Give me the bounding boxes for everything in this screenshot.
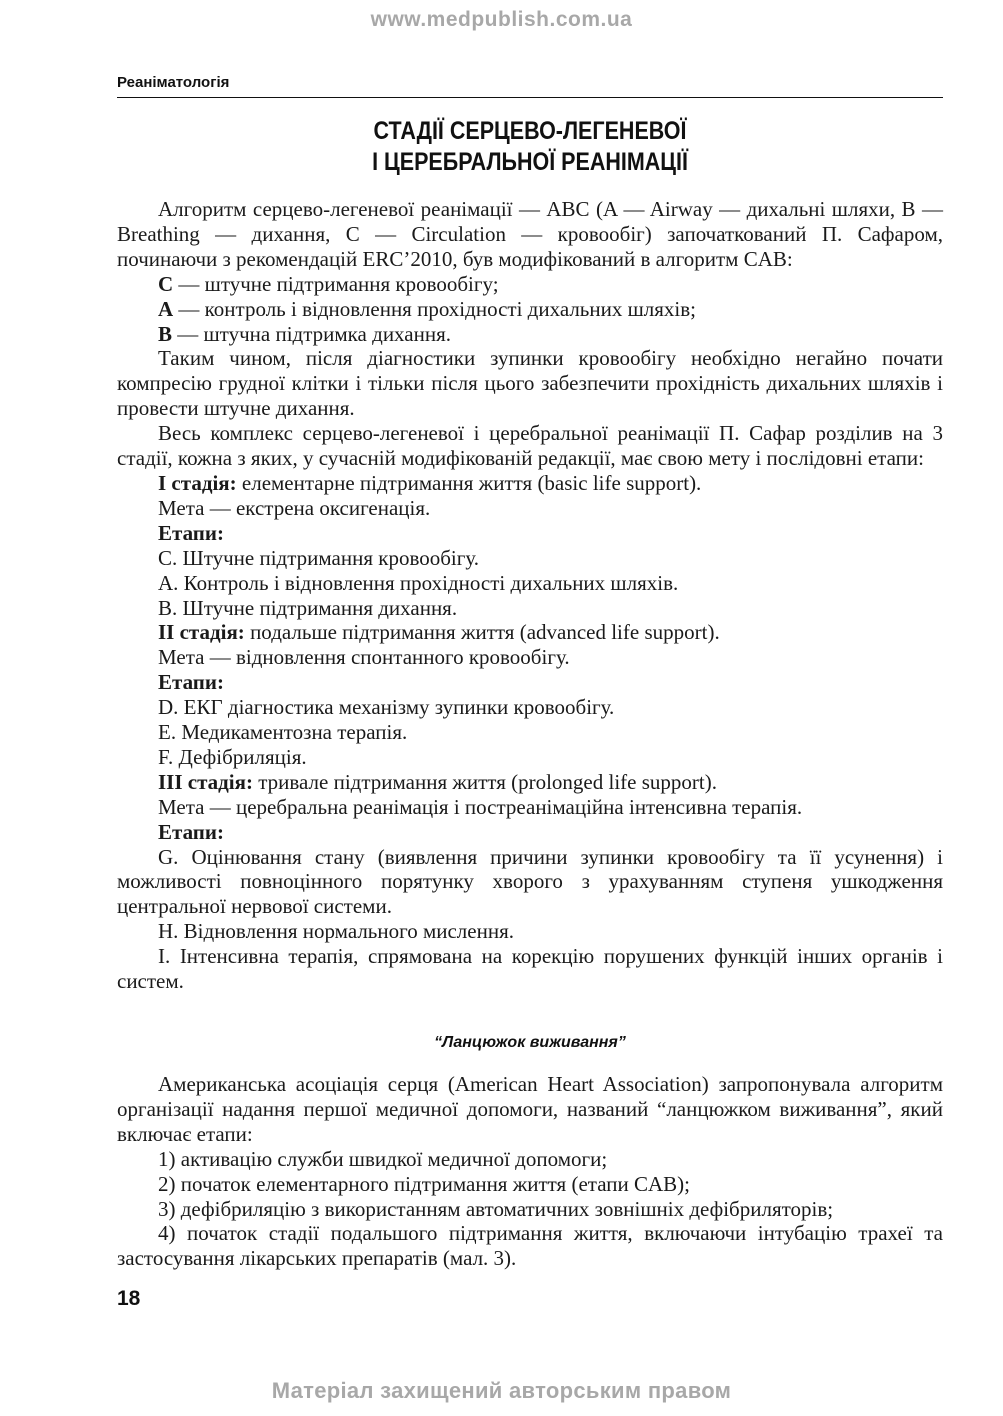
stage-2-heading (117, 620, 943, 645)
stage-2-steps-label: Етапи: (158, 670, 224, 695)
stage-text: подальше підтримання життя (advanced life support). (244, 620, 720, 645)
stage-2-step: Е. Медикаментозна терапія. (158, 720, 408, 745)
chapter-title-line-1: СТАДІЇ СЕРЦЕВО-ЛЕГЕНЕВОЇ (373, 117, 687, 145)
stage-3-goal: Мета — церебральна реанімація і постреанімаційна інтенсивна терапія. (158, 794, 803, 819)
chapter-title (175, 116, 885, 178)
stage-2-step: F. Дефібриляція. (158, 744, 307, 769)
stage-3-step: H. Відновлення нормального мислення. (158, 919, 514, 944)
chain-subtitle: “Ланцюжок виживання” (434, 1034, 626, 1051)
chain-item: 3) дефібриляцію з використанням автоматичних зовнішніх дефібриляторів; (158, 1196, 834, 1221)
diagnostics-paragraph: Таким чином, після діагностики зупинки кровообігу необхідно негайно почати компресію грудної клітки і тільки після цього забезпечити прохідність дихальних шляхів і провести штучне дихання. (117, 346, 943, 421)
stage-label: ІІ стадія: (158, 620, 245, 645)
stage-2-goal: Мета — відновлення спонтанного кровообігу. (158, 645, 570, 670)
section-body (117, 197, 943, 994)
cab-letter: C (158, 271, 174, 296)
cab-item-b (117, 322, 943, 347)
chapter-title-line-2: І ЦЕРЕБРАЛЬНОЇ РЕАНІМАЦІЇ (372, 148, 688, 176)
stage-1-goal: Мета — екстрена оксигенація. (158, 495, 431, 520)
watermark-top: www.medpublish.com.ua (370, 8, 633, 31)
stage-3-heading (117, 770, 943, 795)
cab-text: — штучна підтримка дихання. (172, 321, 451, 346)
stage-1-heading (117, 471, 943, 496)
chain-subtitle-wrap (117, 1034, 943, 1052)
stage-label: ІІІ стадія: (158, 769, 253, 794)
cab-text: — штучне підтримання кровообігу; (173, 271, 499, 296)
cab-letter: B (158, 321, 173, 346)
watermark-bottom: Матеріал захищений авторським правом (271, 1378, 732, 1403)
cab-item-a (117, 297, 943, 322)
stages-intro-paragraph: Весь комплекс серцево-легеневої і церебральної реанімації П. Сафар розділив на 3 стадії, кожна з яких, у сучасній модифікованій редакції, має свою мету і послідовні етапи: (117, 421, 943, 471)
chain-item: 4) початок стадії подальшого підтримання життя, включаючи інтубацію трахеї та застосування лікарських препаратів (мал. 3). (117, 1221, 943, 1271)
cab-letter: A (158, 296, 174, 321)
stage-2-step: D. ЕКГ діагностика механізму зупинки кровообігу. (158, 695, 615, 720)
chain-paragraph: Американська асоціація серця (American Heart Association) запропонувала алгоритм організації надання першої медичної допомоги, названий “ланцюжком виживання”, який включає етапи: (117, 1072, 943, 1146)
stage-label: І стадія: (158, 470, 237, 495)
cab-text: — контроль і відновлення прохідності дихальних шляхів; (173, 296, 696, 321)
stage-3-step: G. Оцінювання стану (виявлення причини зупинки кровообігу та її усунення) і можливості повноцінного порятунку хворого з урахуванням ступеня ушкодження центральної нервової системи. (117, 844, 943, 919)
chain-section (117, 1072, 943, 1271)
stage-1-steps-label: Етапи: (158, 520, 224, 545)
stage-text: тривале підтримання життя (prolonged life support). (252, 769, 717, 794)
stage-1-step: В. Штучне підтримання дихання. (158, 595, 458, 620)
header-rule (117, 97, 943, 98)
stage-text: елементарне підтримання життя (basic life support). (236, 470, 702, 495)
running-head: Реаніматологія (117, 74, 230, 91)
page-number: 18 (117, 1287, 141, 1310)
stage-3-step: I. Інтенсивна терапія, спрямована на корекцію порушених функцій інших органів і систем. (117, 944, 943, 994)
stage-1-step: А. Контроль і відновлення прохідності дихальних шляхів. (158, 570, 679, 595)
stage-1-step: С. Штучне підтримання кровообігу. (158, 545, 479, 570)
stage-3-steps-label: Етапи: (158, 819, 224, 844)
cab-item-c (117, 272, 943, 297)
intro-paragraph: Алгоритм серцево-легеневої реанімації — ABC (A — Airway — дихальні шляхи, B — Breathing — дихання, C — Circulation — кровообіг) започаткований П. Сафаром, починаючи з рекомендацій ERC’2010, був модифікований в алгоритм CAB: (117, 197, 943, 271)
chain-item: 1) активацію служби швидкої медичної допомоги; (158, 1146, 608, 1171)
chain-item: 2) початок елементарного підтримання життя (етапи CAB); (158, 1171, 690, 1196)
